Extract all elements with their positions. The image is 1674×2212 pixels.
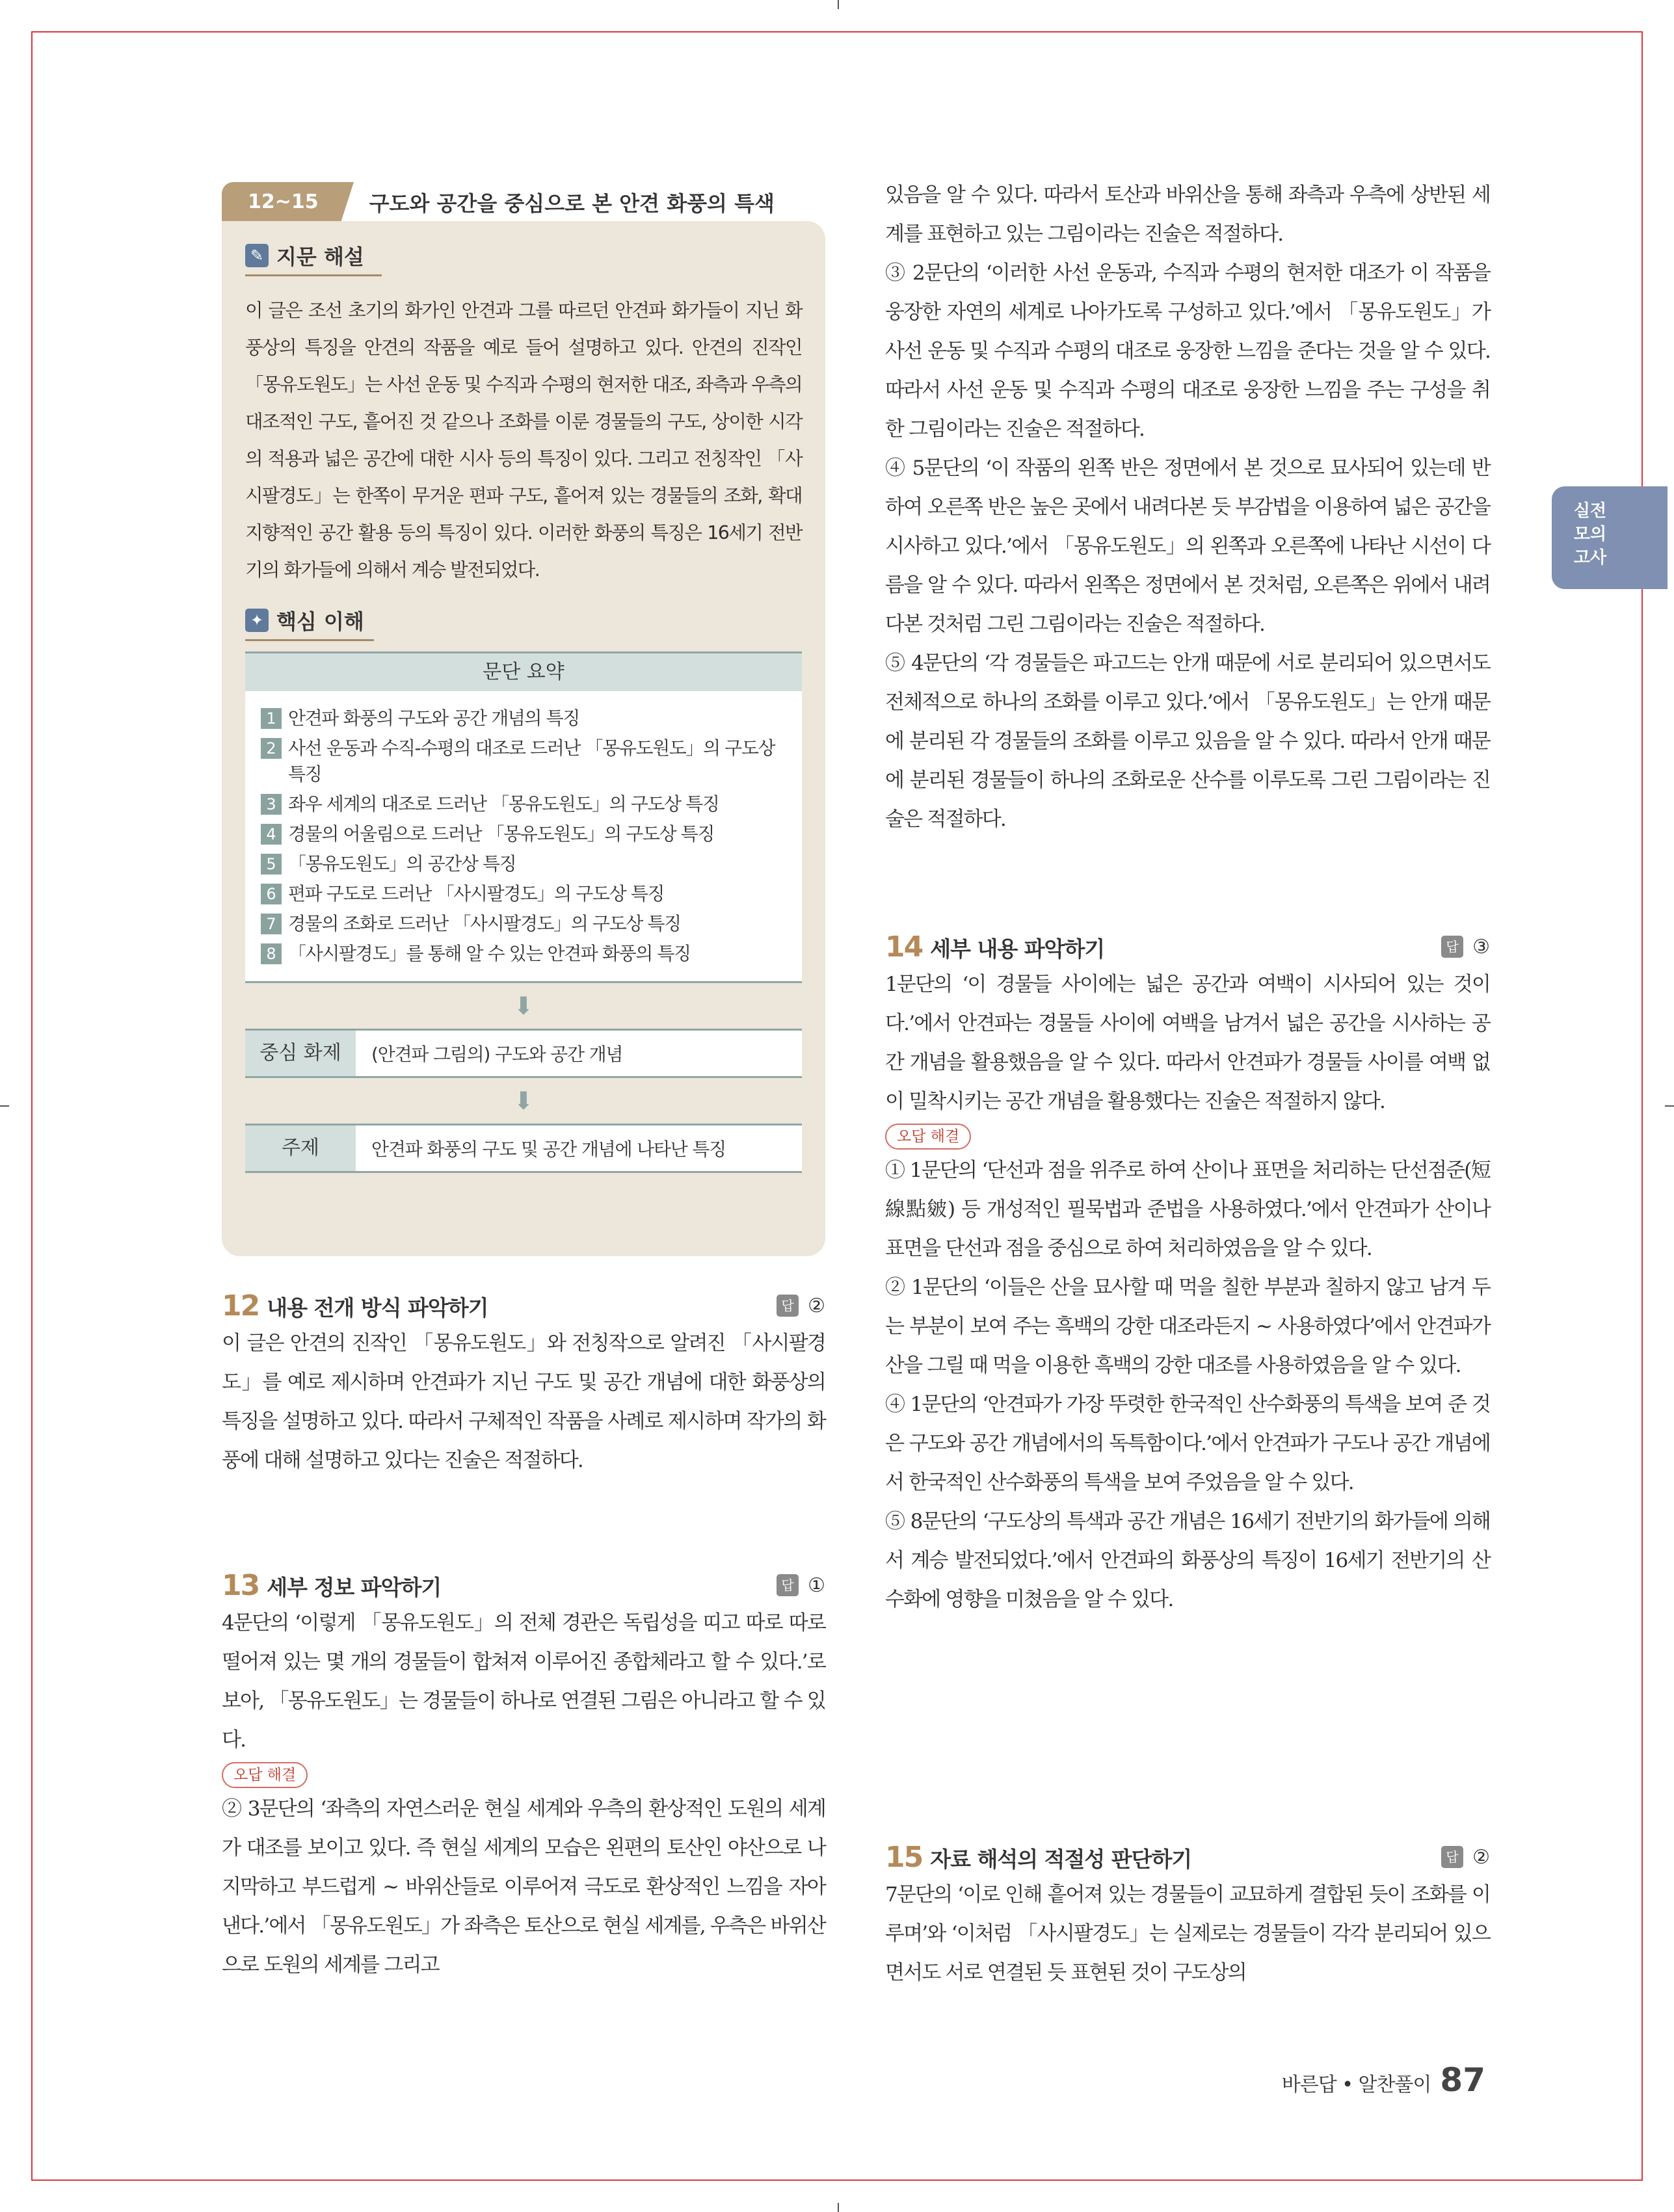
question-explanation: 1문단의 ‘이 경물들 사이에는 넓은 공간과 여백이 시사되어 있는 것이다.’에서 안견파는 경물들 사이에 여백을 남겨서 넓은 공간을 시사하는 공간 개념을 활용했음을 알 수 있다. 따라서 안견파가 경물들 사이를 여백 없이 밀착시키는 공간 개념을 활용했다는 진술은 적절하지 않다.	[885, 973, 1490, 1113]
question-12	[222, 1287, 825, 1480]
down-arrow-icon: ⬇	[513, 992, 534, 1020]
item-number-badge: 3	[261, 794, 282, 815]
item-number-badge: 8	[261, 943, 282, 964]
summary-item	[261, 881, 793, 907]
question-header	[885, 928, 1490, 965]
question-explanation: 4문단의 ‘이렇게 「몽유도원도」의 전체 경관은 독립성을 띠고 따로 따로 떨어져 있는 몇 개의 경물들이 합쳐져 이루어진 종합체라고 할 수 있다.’로 보아, 「몽유도원도」는 경물들이 하나로 연결된 그림은 아니라고 할 수 있다.	[222, 1611, 825, 1752]
question-title: 내용 전개 방식 파악하기	[267, 1295, 488, 1321]
question-title: 세부 내용 파악하기	[930, 936, 1105, 962]
answer-value: ②	[808, 1294, 825, 1317]
answer-value: ②	[1472, 1845, 1490, 1869]
question-13	[222, 1567, 825, 1984]
crop-mark-left	[0, 1105, 9, 1107]
passage-heading	[245, 241, 382, 276]
topic-label: 중심 화제	[245, 1031, 356, 1076]
answer-badge: 답	[1441, 1846, 1463, 1868]
question-explanation: 이 글은 안견의 진작인 「몽유도원도」와 전칭작으로 알려진 「사시팔경도」를 예로 제시하며 안견파가 지닌 구도 및 공간 개념에 대한 화풍상의 특징을 설명하고 있다. 따라서 구체적인 작품을 사례로 제시하며 작가의 화풍에 대해 설명하고 있다는 진술은 적절하다.	[222, 1332, 825, 1472]
theme-row	[245, 1124, 802, 1173]
question-number: 14	[885, 930, 923, 964]
summary-item-text: 경물의 어울림으로 드러난 「몽유도원도」의 구도상 특징	[288, 823, 714, 845]
continued-text: 있음을 알 수 있다. 따라서 토산과 바위산을 통해 좌측과 우측에 상반된 세계를 표현하고 있는 그림이라는 진술은 적절하다.	[885, 183, 1490, 246]
summary-item-text: 「사시팔경도」를 통해 알 수 있는 안견파 화풍의 특징	[288, 943, 691, 964]
section-title: 구도와 공간을 중심으로 본 안견 화풍의 특색	[369, 191, 775, 216]
wrong-answer-item: ④ 5문단의 ‘이 작품의 왼쪽 반은 정면에서 본 것으로 묘사되어 있는데 반하여 오른쪽 반은 높은 곳에서 내려다본 듯 부감법을 이용하여 넓은 공간을 시사하고 있다.’에서 「몽유도원도」의 왼쪽과 오른쪽에 나타난 시선이 다름을 알 수 있다. 따라서 왼쪽은 정면에서 본 것처럼, 오른쪽은 위에서 내려다본 것처럼 그린 그림이라는 진술은 적절하다.	[885, 456, 1490, 636]
wrong-answer-item: ③ 2문단의 ‘이러한 사선 운동과, 수직과 수평의 현저한 대조가 이 작품을 웅장한 자연의 세계로 나아가도록 구성하고 있다.’에서 「몽유도원도」가 사선 운동 및 수직과 수평의 대조로 웅장한 느낌을 준다는 것을 알 수 있다. 따라서 사선 운동 및 수직과 수평의 대조로 웅장한 느낌을 주는 구성을 취한 그림이라는 진술은 적절하다.	[885, 261, 1490, 441]
question-header	[222, 1287, 825, 1324]
question-explanation: 7문단의 ‘이로 인해 흩어져 있는 경물들이 교묘하게 결합된 듯이 조화를 이루며’와 ‘이처럼 「사시팔경도」는 실제로는 경물들이 각각 분리되어 있으면서도 서로 연결된 듯 표현된 것이 구도상의	[885, 1883, 1490, 1984]
answer-value: ①	[808, 1573, 825, 1597]
passage-box	[222, 221, 825, 1256]
theme-value: 안견파 화풍의 구도 및 공간 개념에 나타난 특징	[371, 1139, 726, 1160]
wrong-answer-badge: 오답 해결	[222, 1762, 308, 1788]
question-number: 12	[222, 1289, 259, 1323]
summary-title: 문단 요약	[245, 653, 802, 691]
summary-table	[245, 652, 802, 983]
answer-badge: 답	[1441, 936, 1463, 958]
down-arrow-icon: ⬇	[513, 1086, 534, 1115]
section-tag: 12~15	[222, 182, 341, 222]
wrong-answer-item: ② 1문단의 ‘이들은 산을 묘사할 때 먹을 칠한 부분과 칠하지 않고 남겨 두는 부분이 보여 주는 흑백의 강한 대조라든지 ~ 사용하였다’에서 안견파가 산을 그릴 때 먹을 이용한 흑백의 강한 대조를 사용하였음을 알 수 있다.	[885, 1276, 1490, 1377]
crop-mark-bottom	[838, 2203, 839, 2212]
question-header	[222, 1567, 825, 1603]
wrong-answer-badge: 오답 해결	[885, 1124, 971, 1150]
side-tab-line: 모의	[1573, 525, 1607, 544]
answer-badge: 답	[777, 1574, 799, 1596]
summary-item	[261, 851, 793, 877]
summary-item-text: 「몽유도원도」의 공간상 특징	[288, 853, 516, 875]
pencil-icon: ✎	[245, 244, 269, 267]
item-number-badge: 5	[261, 854, 282, 875]
passage-heading-label: 지문 해설	[276, 244, 364, 269]
summary-item	[261, 705, 793, 731]
question-title: 세부 정보 파악하기	[267, 1574, 442, 1600]
topic-value: (안견파 그림의) 구도와 공간 개념	[371, 1044, 623, 1065]
summary-item	[261, 735, 793, 787]
question-number: 15	[885, 1840, 923, 1874]
wrong-answer-item: ① 1문단의 ‘단선과 점을 위주로 하여 산이나 표면을 처리하는 단선점준(短線點皴) 등 개성적인 필묵법과 준법을 사용하였다.’에서 안견파가 산이나 표면을 단선과 점을 중심으로 하여 처리하였음을 알 수 있다.	[885, 1159, 1490, 1260]
question-header	[885, 1839, 1490, 1875]
wrong-answer-item: ⑤ 8문단의 ‘구도상의 특색과 공간 개념은 16세기 전반기의 화가들에 의해서 계승 발전되었다.’에서 안견파의 화풍상의 특징이 16세기 전반기의 산수화에 영향을 미쳤음을 알 수 있다.	[885, 1510, 1490, 1611]
summary-item-text: 좌우 세계의 대조로 드러난 「몽유도원도」의 구도상 특징	[288, 793, 719, 815]
item-number-badge: 6	[261, 884, 282, 904]
summary-item	[261, 791, 793, 817]
answer-badge: 답	[777, 1295, 799, 1317]
summary-item-text: 안견파 화풍의 구도와 공간 개념의 특징	[288, 707, 579, 729]
item-number-badge: 7	[261, 914, 282, 934]
question-title: 자료 해석의 적절성 판단하기	[930, 1846, 1192, 1872]
side-tab-line: 실전	[1573, 501, 1607, 521]
topic-row	[245, 1029, 802, 1078]
summary-item	[261, 941, 793, 967]
summary-item	[261, 821, 793, 847]
wrong-answer-item: ④ 1문단의 ‘안견파가 가장 뚜렷한 한국적인 산수화풍의 특색을 보여 준 것은 구도와 공간 개념에서의 독특함이다.’에서 안견파가 구도나 공간 개념에서 한국적인 산수화풍의 특색을 보여 주었음을 알 수 있다.	[885, 1393, 1490, 1494]
core-heading	[245, 605, 374, 641]
question-number: 13	[222, 1568, 259, 1602]
item-number-badge: 1	[261, 708, 282, 729]
side-tab-line: 고사	[1573, 548, 1607, 568]
answer-value: ③	[1472, 935, 1490, 958]
wrong-answer-item: ⑤ 4문단의 ‘각 경물들은 파고드는 안개 때문에 서로 분리되어 있으면서도 전체적으로 하나의 조화를 이루고 있다.’에서 「몽유도원도」는 안개 때문에 분리된 각 경물들의 조화를 이루고 있음을 알 수 있다. 따라서 안개 때문에 분리된 경물들이 하나의 조화로운 산수를 이루도록 그린 그림이라는 진술은 적절하다.	[885, 652, 1490, 831]
wrong-answer-item: ② 3문단의 ‘좌측의 자연스러운 현실 세계와 우측의 환상적인 도원의 세계가 대조를 보이고 있다. 즉 현실 세계의 모습은 왼편의 토산인 야산으로 나지막하고 부드럽게 ~ 바위산들로 이루어져 극도로 환상적인 느낌을 자아낸다.’에서 「몽유도원도」가 좌측은 토산으로 현실 세계를, 우측은 바위산으로 도원의 세계를 그리고	[222, 1797, 825, 1977]
page-footer	[1282, 2061, 1485, 2099]
crop-mark-right	[1665, 1105, 1674, 1107]
summary-item-text: 경물의 조화로 드러난 「사시팔경도」의 구도상 특징	[288, 913, 681, 934]
lightbulb-icon: ✦	[245, 609, 269, 632]
item-number-badge: 4	[261, 824, 282, 845]
footer-text: 바른답 • 알찬풀이	[1281, 2074, 1431, 2096]
side-tab-mock-exam[interactable]	[1552, 486, 1667, 589]
question-13-continued	[885, 176, 1490, 839]
page-number: 87	[1440, 2061, 1485, 2099]
question-14	[885, 928, 1490, 1619]
summary-list	[245, 691, 802, 981]
passage-body: 이 글은 조선 초기의 화가인 안견과 그를 따르던 안견파 화가들이 지닌 화풍상의 특징을 안견의 작품을 예로 들어 설명하고 있다. 안견의 진작인 「몽유도원도」는 사선 운동 및 수직과 수평의 현저한 대조, 좌측과 우측의 대조적인 구도, 흩어진 것 같으나 조화를 이룬 경물들의 구도, 상이한 시각의 적용과 넓은 공간에 대한 시사 등의 특징이 있다. 그리고 전칭작인 「사시팔경도」는 한쪽이 무거운 편파 구도, 흩어져 있는 경물들의 조화, 확대 지향적인 공간 활용 등의 특징이 있다. 이러한 화풍의 특징은 16세기 전반기의 화가들에 의해서 계승 발전되었다.	[245, 300, 802, 581]
core-heading-label: 핵심 이해	[276, 609, 364, 634]
item-number-badge: 2	[261, 738, 282, 759]
crop-mark-top	[838, 0, 839, 9]
summary-item-text: 편파 구도로 드러난 「사시팔경도」의 구도상 특징	[288, 883, 665, 904]
section-header	[222, 182, 775, 222]
summary-item-text: 사선 운동과 수직-수평의 대조로 드러난 「몽유도원도」의 구도상 특징	[288, 737, 775, 785]
summary-item	[261, 911, 793, 937]
theme-label: 주제	[245, 1126, 356, 1171]
question-15	[885, 1839, 1490, 1992]
